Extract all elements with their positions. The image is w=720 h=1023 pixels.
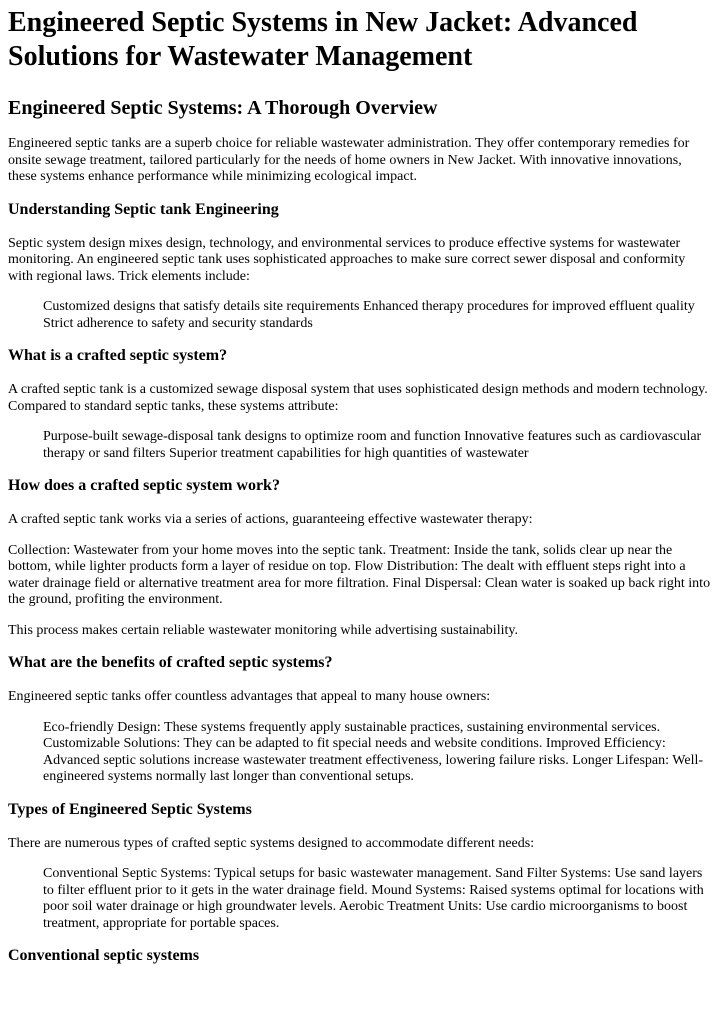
benefits-paragraph: Engineered septic tanks offer countless advantages that appeal to many house owners: bbox=[8, 689, 491, 704]
types-heading: Types of Engineered Septic Systems bbox=[8, 800, 252, 818]
page-title: Engineered Septic Systems in New Jacket: Advanced Solutions for Wastewater Management bbox=[8, 7, 638, 72]
what-is-heading: What is a crafted septic system? bbox=[8, 347, 228, 364]
types-quote: Conventional Septic Systems: Typical setups for basic wastewater management. Sand Filter Systems: Use sand layers to filter effluent prior to it gets in the water drainage field. Mound Systems: Raised systems optimal for locations with poor soil water drainage or high groundwater levels. Aerobic Treatment Units: Use cardio microorganisms to boost treatment, appropriate for portable spaces. bbox=[43, 866, 704, 931]
types-paragraph: There are numerous types of crafted septic systems designed to accommodate different needs: bbox=[8, 835, 535, 851]
benefits-heading: What are the benefits of crafted septic systems? bbox=[8, 654, 333, 671]
understanding-heading: Understanding Septic tank Engineering bbox=[8, 200, 279, 218]
what-is-paragraph: A crafted septic tank is a customized sewage disposal system that uses sophisticated design methods and modern technology. Compared to standard septic tanks, these systems attribute: bbox=[8, 382, 708, 414]
understanding-paragraph: Septic system design mixes design, technology, and environmental services to produce effective systems for wastewater monitoring. An engineered septic tank uses sophisticated approaches to make sure correct sewer disposal and conformity with regional laws. Trick elements include: bbox=[8, 235, 686, 284]
how-work-paragraph-1: A crafted septic tank works via a series of actions, guaranteeing effective wastewater therapy: bbox=[8, 512, 533, 527]
overview-heading: Engineered Septic Systems: A Thorough Overview bbox=[8, 97, 438, 119]
how-work-heading: How does a crafted septic system work? bbox=[8, 477, 280, 494]
how-work-paragraph-2: Collection: Wastewater from your home moves into the septic tank. Treatment: Inside the tank, solids clear up near the bottom, while lighter products form a layer of residue on top. Flow Distribution: The dealt with effluent steps right into a water drainage field or alternative treatment area for more filtration. Final Dispersal: Clean water is soaked up back right into the ground, profiting the environment. bbox=[8, 542, 711, 607]
understanding-quote: Customized designs that satisfy details site requirements Enhanced therapy procedures for improved effluent quality Strict adherence to safety and security standards bbox=[43, 299, 695, 331]
how-work-paragraph-3: This process makes certain reliable wastewater monitoring while advertising sustainability. bbox=[8, 622, 518, 638]
overview-paragraph: Engineered septic tanks are a superb choice for reliable wastewater administration. They offer contemporary remedies for onsite sewage treatment, tailored particularly for the needs of home owners in New Jacket. With innovative innovations, these systems enhance performance while minimizing ecological impact. bbox=[8, 136, 690, 184]
article bbox=[0, 6, 720, 966]
benefits-quote: Eco-friendly Design: These systems frequently apply sustainable practices, sustaining environmental services. Customizable Solutions: They can be adapted to fit special needs and website conditions. Improved Efficiency: Advanced septic solutions increase wastewater treatment effectiveness, lowering failure risks. Longer Lifespan: Well-engineered systems normally last longer than conventional setups. bbox=[43, 719, 704, 784]
what-is-quote: Purpose-built sewage-disposal tank designs to optimize room and function Innovative features such as cardiovascular therapy or sand filters Superior treatment capabilities for high quantities of wastewater bbox=[43, 429, 702, 461]
conventional-heading: Conventional septic systems bbox=[8, 947, 200, 964]
